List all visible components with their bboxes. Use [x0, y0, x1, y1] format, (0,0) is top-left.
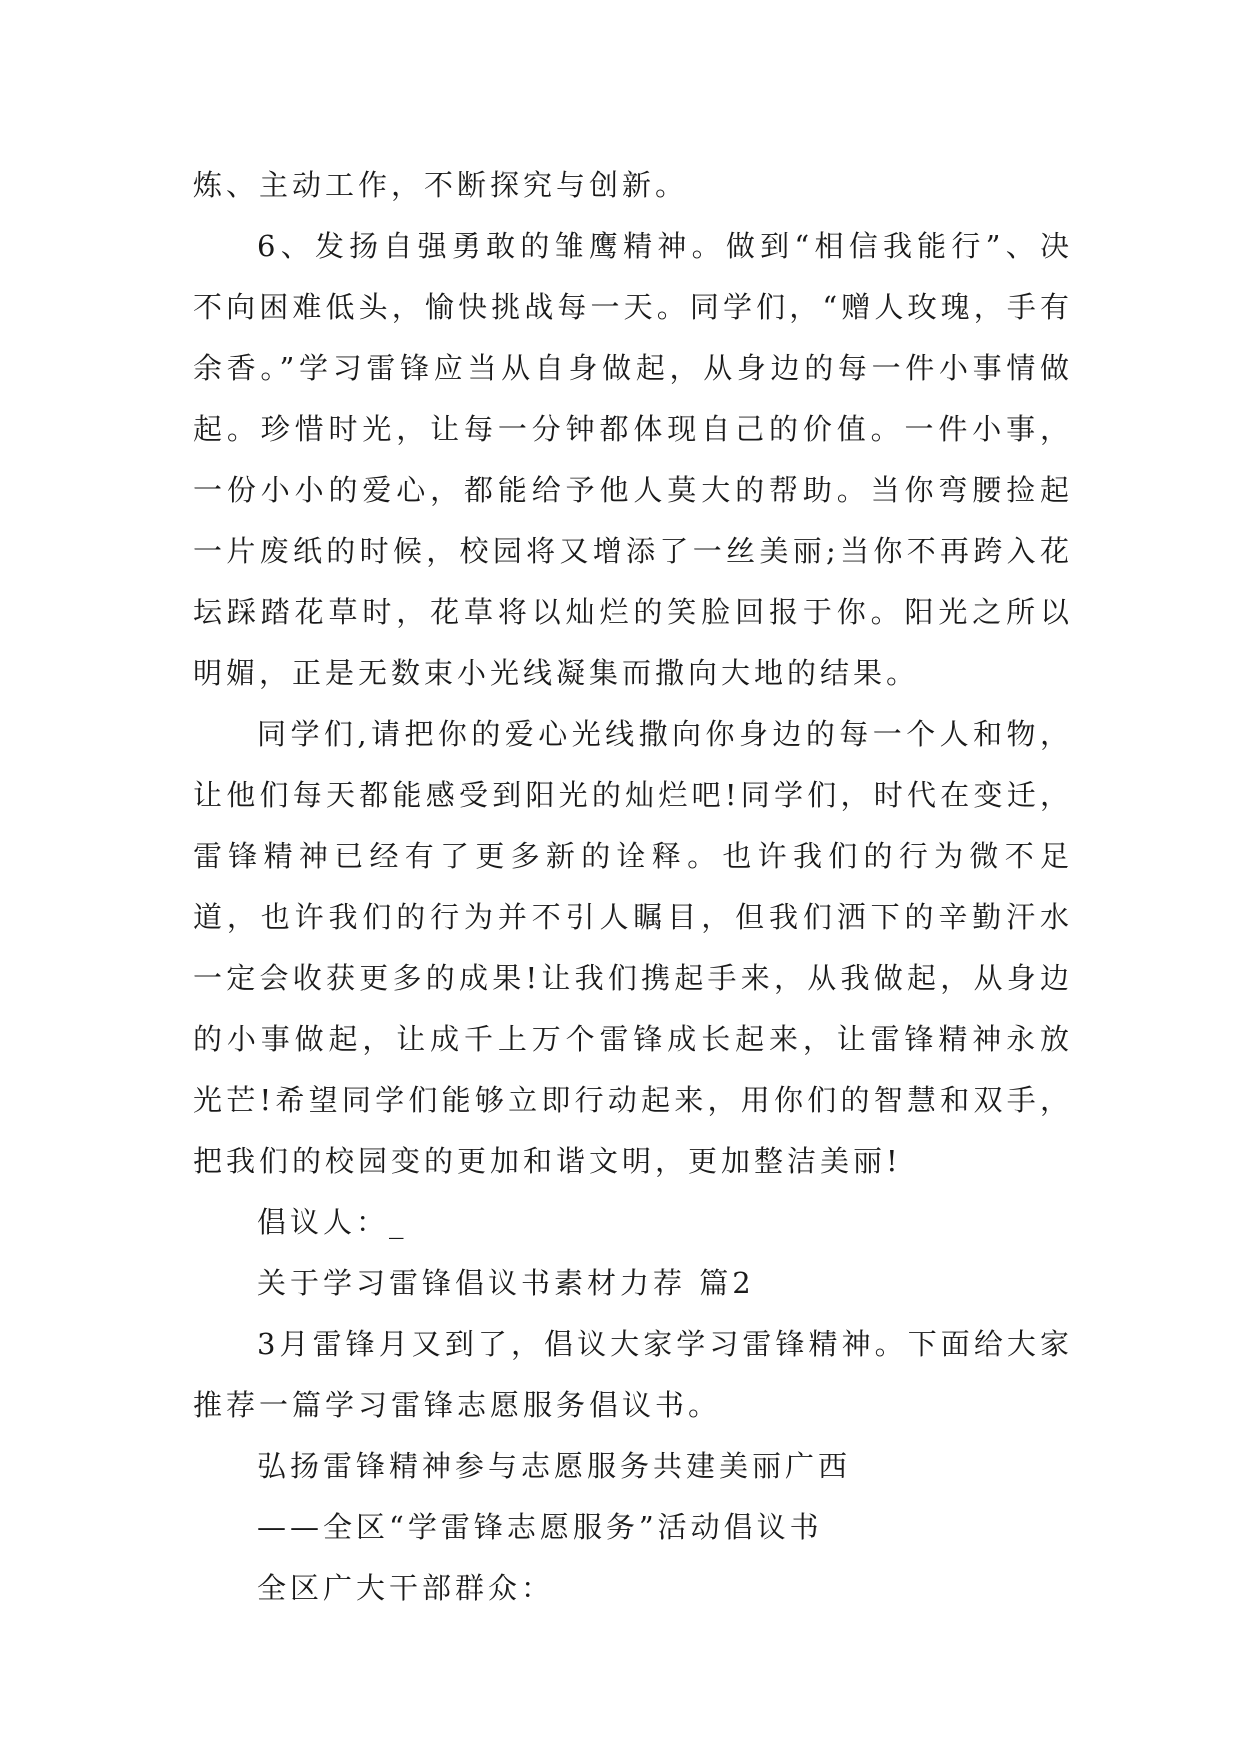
letter-subtitle: ——全区“学雷锋志愿服务”活动倡议书	[257, 1510, 823, 1544]
paragraph-continuation: 炼、主动工作，不断探究与创新。	[193, 168, 689, 202]
paragraph-item-6: 6、发扬自强勇敢的雏鹰精神。做到“相信我能行”、决不向困难低头，愉快挑战每一天。同学们，“赠人玫瑰，手有余香。”学习雷锋应当从自身做起，从身边的每一件小事情做起。珍惜时光，让每一分钟都体现自己的价值。一件小事，一份小小的爱心，都能给予他人莫大的帮助。当你弯腰捡起一片废纸的时候，校园将又增添了一丝美丽;当你不再跨入花坛踩踏花草时，花草将以灿烂的笑脸回报于你。阳光之所以明媚，正是无数束小光线凝集而撒向大地的结果。	[193, 229, 1073, 690]
letter-salutation: 全区广大干部群众：	[257, 1571, 555, 1605]
section-heading: 关于学习雷锋倡议书素材力荐 篇2	[257, 1266, 755, 1300]
paragraph-intro: 3月雷锋月又到了，倡议大家学习雷锋精神。下面给大家推荐一篇学习雷锋志愿服务倡议书。	[193, 1327, 1073, 1422]
letter-title: 弘扬雷锋精神参与志愿服务共建美丽广西	[257, 1449, 852, 1483]
document-body	[193, 155, 1073, 1619]
proposer-line: 倡议人：_	[257, 1205, 408, 1239]
paragraph-classmates: 同学们,请把你的爱心光线撒向你身边的每一个人和物，让他们每天都能感受到阳光的灿烂吧!同学们，时代在变迁，雷锋精神已经有了更多新的诠释。也许我们的行为微不足道，也许我们的行为并不引人瞩目，但我们洒下的辛勤汗水一定会收获更多的成果!让我们携起手来，从我做起，从身边的小事做起，让成千上万个雷锋成长起来，让雷锋精神永放光芒!希望同学们能够立即行动起来，用你们的智慧和双手，把我们的校园变的更加和谐文明，更加整洁美丽!	[193, 717, 1073, 1178]
